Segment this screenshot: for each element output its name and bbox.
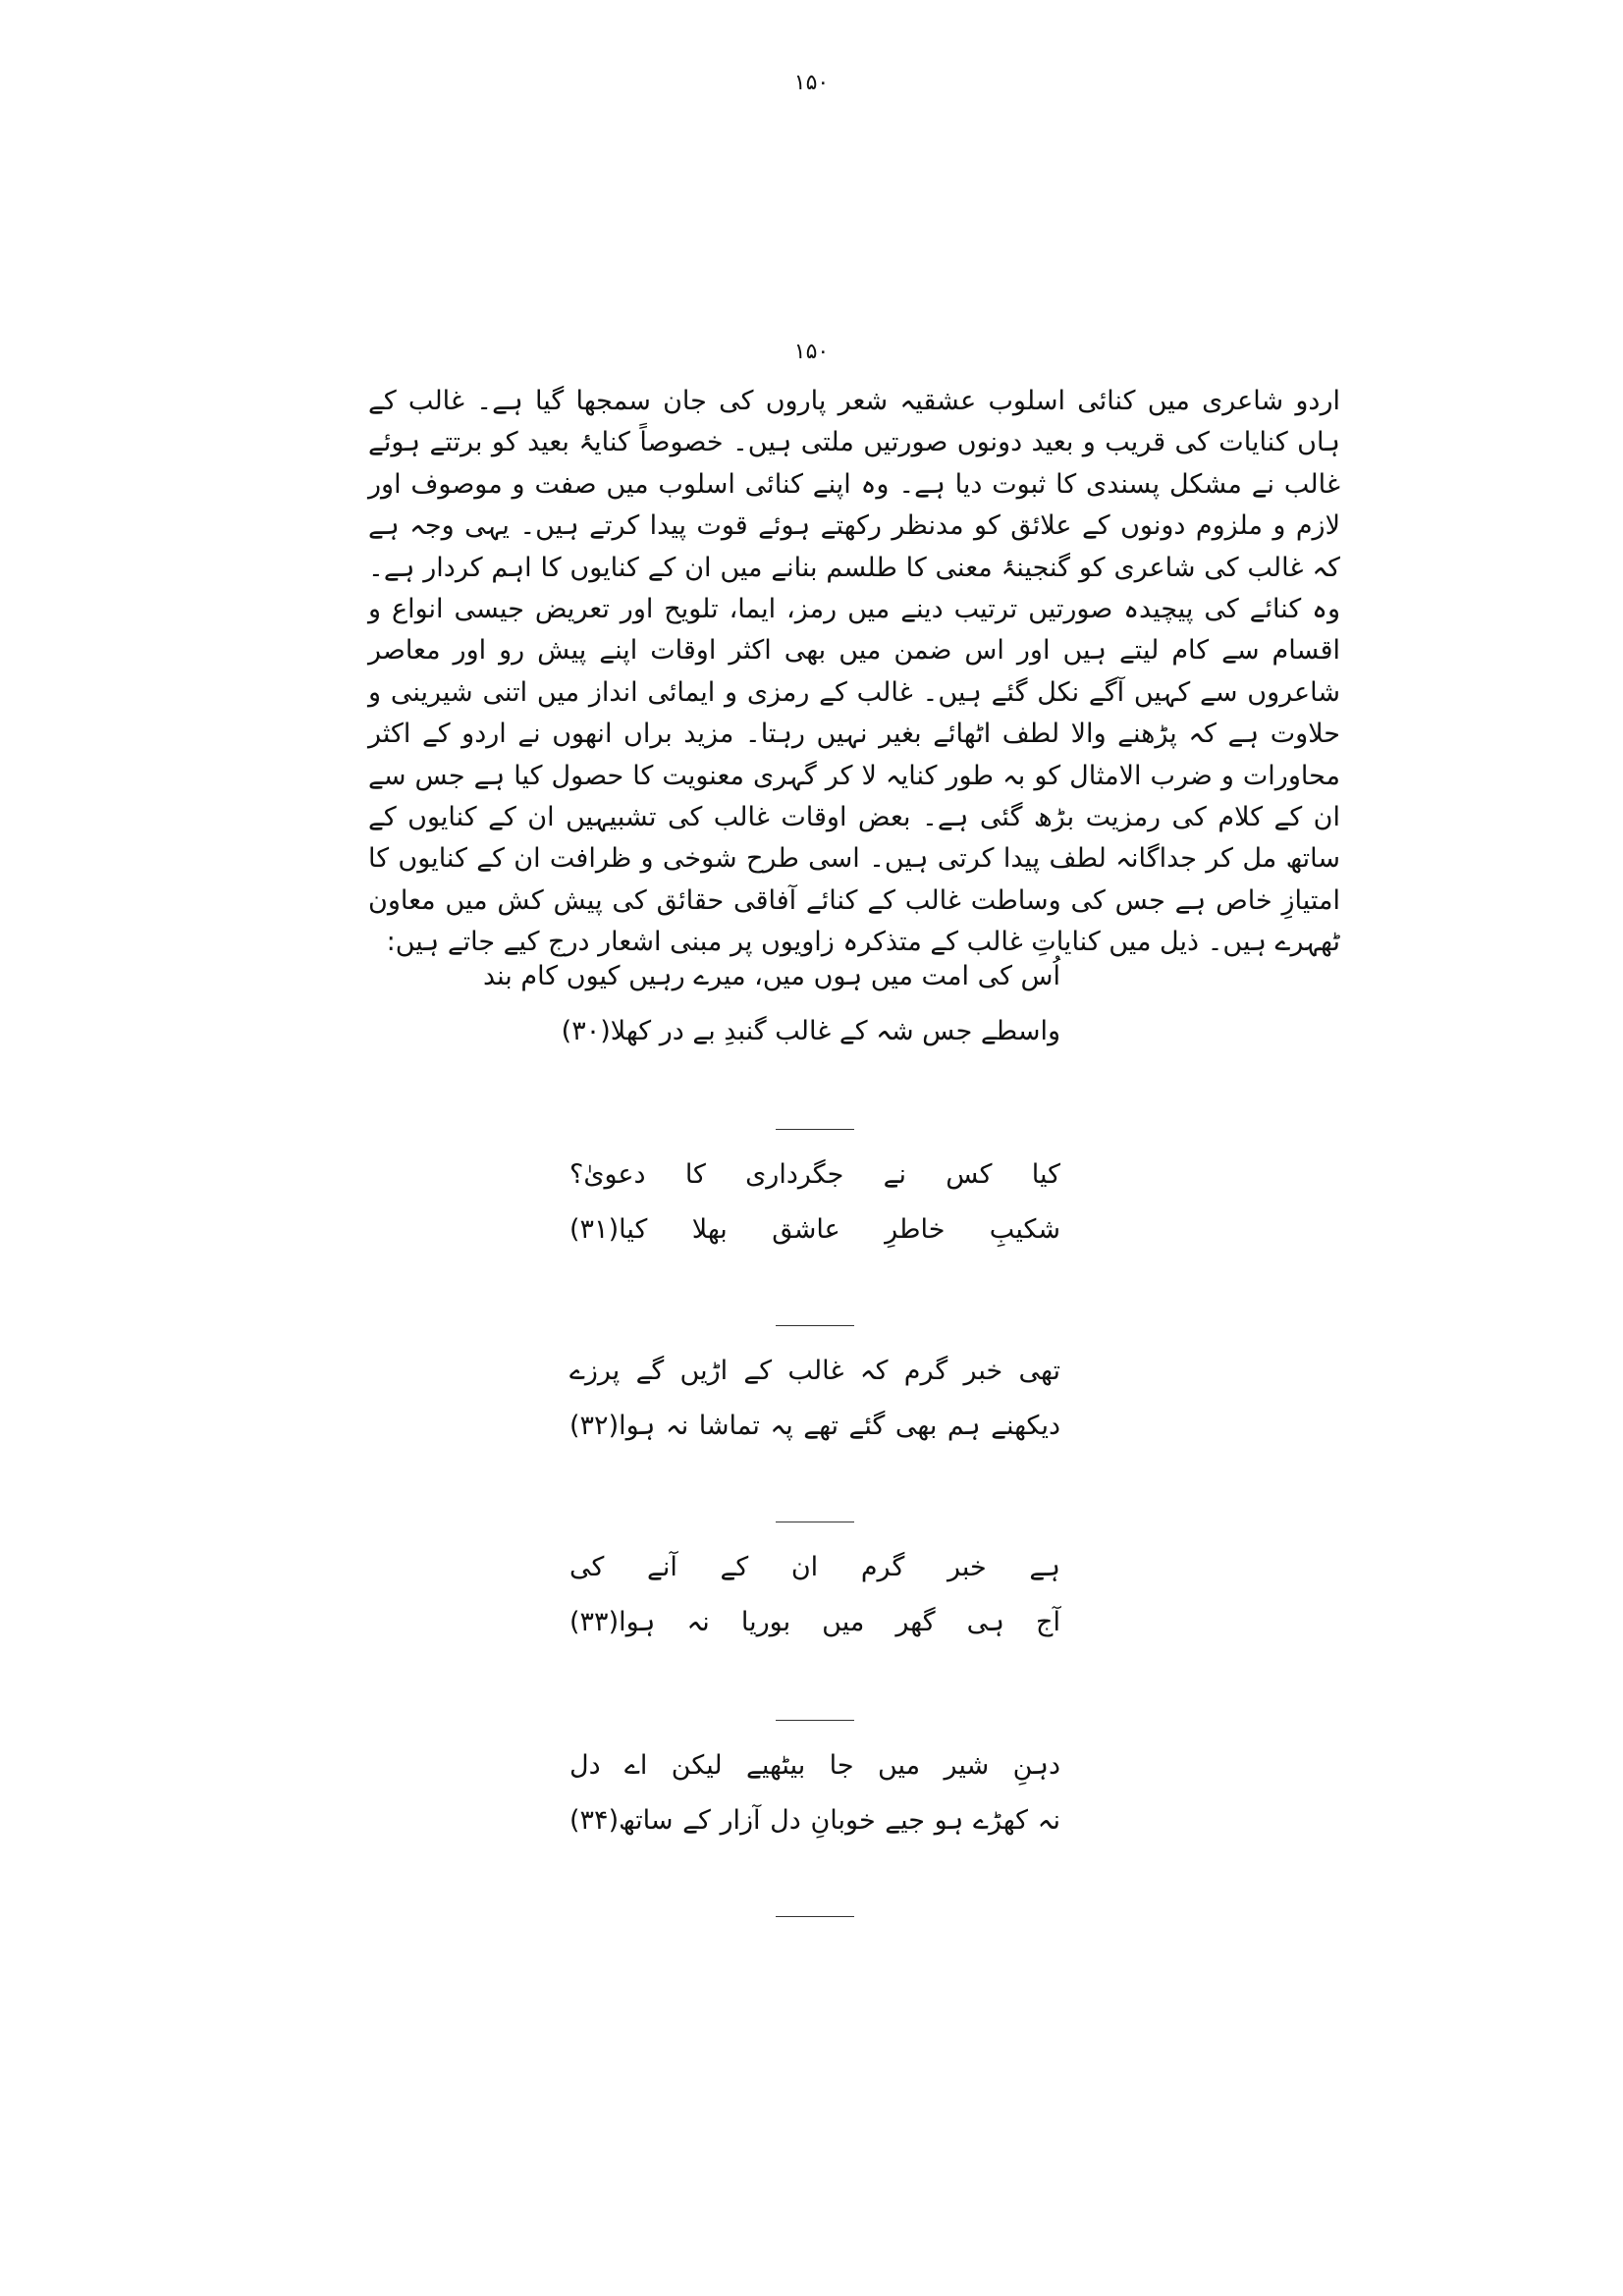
page-number: ۱۵۰ <box>793 340 830 364</box>
couplet-3 <box>569 1347 1060 1451</box>
couplet-divider <box>776 1720 854 1721</box>
body-paragraph-block <box>368 381 1340 964</box>
couplet-line: دیکھنے ہم بھی گئے تھے پہ تماشا نہ ہوا(۳۲) <box>569 1411 1060 1441</box>
couplet-line: نہ کھڑے ہو جیے خوبانِ دل آزار کے ساتھ(۳۴) <box>569 1805 1060 1836</box>
couplet-line: دہنِ شیر میں جا بیٹھیے لیکن اے دل <box>569 1750 1060 1781</box>
body-paragraph: اردو شاعری میں کنائی اسلوب عشقیہ شعر پاروں کی جان سمجھا گیا ہے۔ غالب کے ہاں کنایات کی قریب و بعید دونوں صورتیں ملتی ہیں۔ خصوصاً کنایۂ بعید کو برتتے ہوئے غالب نے مشکل پسندی کا ثبوت دیا ہے۔ وہ اپنے کنائی اسلوب میں صفت و موصوف اور لازم و ملزوم دونوں کے علائق کو مدنظر رکھتے ہوئے قوت پیدا کرتے ہیں۔ یہی وجہ ہے کہ غالب کی شاعری کو گنجینۂ معنی کا طلسم بنانے میں ان کے کنایوں کا اہم کردار ہے۔ وہ کنائے کی پیچیدہ صورتیں ترتیب دینے میں رمز، ایما، تلویح اور تعریض جیسی انواع و اقسام سے کام لیتے ہیں اور اس ضمن میں بھی اکثر اوقات اپنے پیش رو اور معاصر شاعروں سے کہیں آگے نکل گئے ہیں۔ غالب کے رمزی و ایمائی انداز میں اتنی شیرینی و حلاوت ہے کہ پڑھنے والا لطف اٹھائے بغیر نہیں رہتا۔ مزید براں انھوں نے اردو کے اکثر محاورات و ضرب الامثال کو بہ طور کنایہ لا کر گہری معنویت کا حصول کیا ہے جس سے ان کے کلام کی رمزیت بڑھ گئی ہے۔ بعض اوقات غالب کی تشبیہیں ان کے کنایوں کے ساتھ مل کر جداگانہ لطف پیدا کرتی ہیں۔ اسی طرح شوخی و ظرافت ان کے کنایوں کا امتیازِ خاص ہے جس کی وساطت غالب کے کنائے آفاقی حقائق کی پیش کش میں معاون ٹھہرے ہیں۔ ذیل میں کنایاتِ غالب کے متذکرہ زاویوں پر مبنی اشعار درج کیے جاتے ہیں: <box>368 386 1340 958</box>
couplet-line: آج ہی گھر میں بوریا نہ ہوا(۳۳) <box>569 1607 1060 1637</box>
couplet-line: تھی خبر گرم کہ غالب کے اڑیں گے پرزے <box>569 1356 1060 1386</box>
couplet-line: اُس کی امت میں ہوں میں، میرے رہیں کیوں کام بند <box>482 961 1060 991</box>
couplet-5 <box>569 1741 1060 1845</box>
couplet-4 <box>569 1543 1060 1647</box>
couplet-line: کیا کس نے جگرداری کا دعویٰ؟ <box>569 1159 1060 1190</box>
couplet-2 <box>569 1150 1060 1255</box>
couplet-line: شکیبِ خاطرِ عاشق بھلا کیا(۳۱) <box>569 1214 1060 1245</box>
couplet-divider <box>776 1916 854 1917</box>
couplet-1 <box>482 952 1060 1056</box>
couplet-divider <box>776 1325 854 1326</box>
couplet-divider <box>776 1129 854 1130</box>
couplet-line: واسطے جس شہ کے غالب گنبدِ بے در کھلا(۳۰) <box>561 1016 1060 1046</box>
page-number-header: ۱۵۰ <box>793 71 830 95</box>
couplet-line: ہے خبر گرم ان کے آنے کی <box>569 1552 1060 1582</box>
